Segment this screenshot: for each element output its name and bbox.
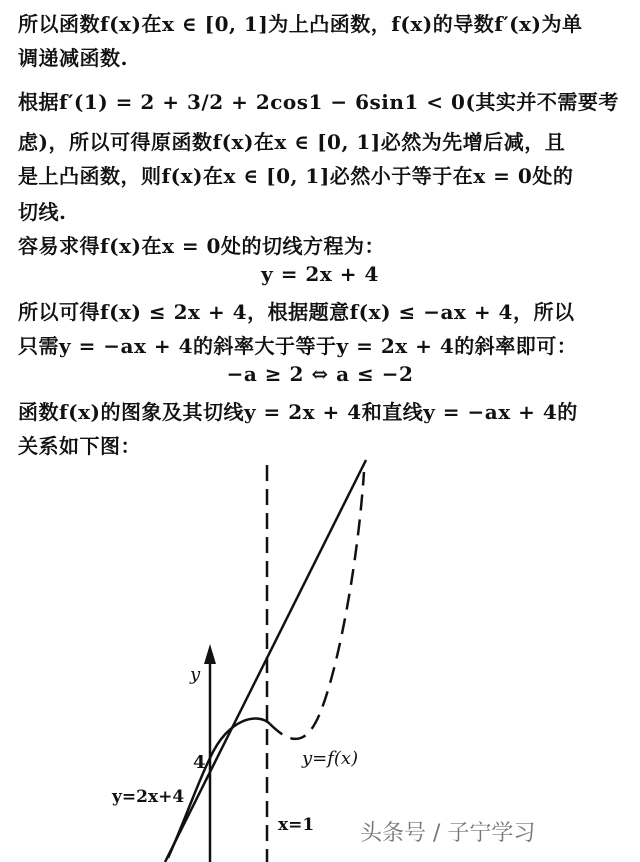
tangent-label: y=2x+4 — [112, 787, 185, 807]
equation-condition: −a ≥ 2 ⇔ a ≤ −2 — [226, 362, 414, 386]
text-line-8: 所以可得f(x) ≤ 2x + 4，根据题意f(x) ≤ −ax + 4，所以 — [18, 300, 575, 324]
tangent-line — [165, 460, 366, 862]
vline-label: x=1 — [278, 815, 315, 835]
text-line-3: 根据f′(1) = 2 + 3/2 + 2cos1 − 6sin1 < 0(其实并不需要考 — [18, 90, 619, 114]
text-line-11: 关系如下图： — [18, 434, 141, 458]
text-line-4: 虑)，所以可得原函数f(x)在x ∈ [0, 1]必然为先增后减，且 — [18, 130, 566, 154]
y-axis-arrow — [204, 644, 216, 664]
text-line-1: 所以函数f(x)在x ∈ [0, 1]为上凸函数，f(x)的导数f′(x)为单 — [18, 12, 583, 36]
text-line-9: 只需y = −ax + 4的斜率大于等于y = 2x + 4的斜率即可： — [18, 334, 578, 358]
watermark: 头条号 / 子宁学习 — [360, 821, 536, 846]
text-line-7: 容易求得f(x)在x = 0处的切线方程为： — [18, 234, 385, 258]
text-line-5: 是上凸函数，则f(x)在x ∈ [0, 1]必然小于等于在x = 0处的 — [18, 164, 574, 188]
curve-label: y=f(x) — [302, 748, 359, 769]
y-axis-label: y — [190, 664, 201, 685]
text-line-10: 函数f(x)的图象及其切线y = 2x + 4和直线y = −ax + 4的 — [18, 400, 578, 424]
curve-dashed-part — [270, 472, 364, 739]
y-intercept-label: 4 — [193, 752, 206, 773]
text-line-2: 调递减函数. — [18, 46, 128, 70]
equation-tangent: y = 2x + 4 — [261, 262, 379, 286]
text-line-6: 切线. — [18, 200, 67, 224]
